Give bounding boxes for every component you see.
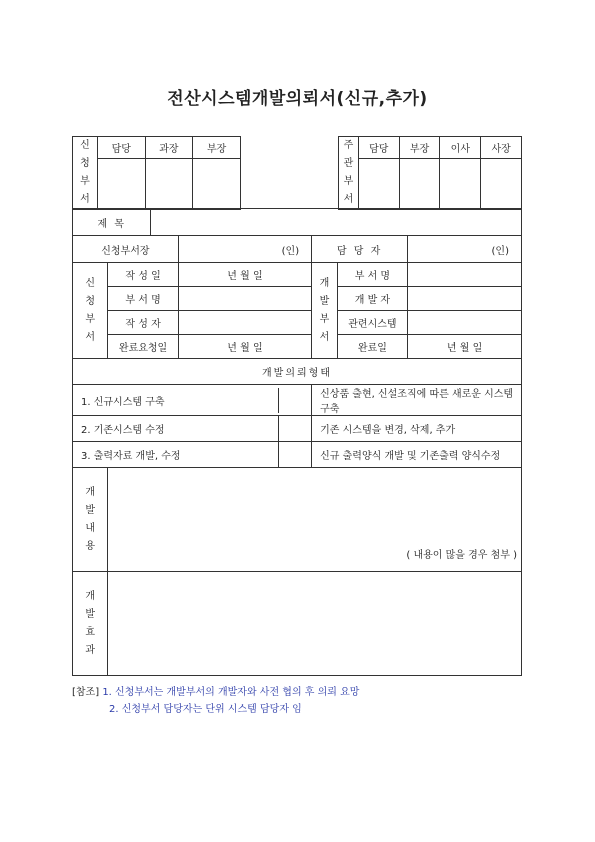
related-system-label: 관련시스템 — [337, 311, 407, 335]
note-line-2: 2. 신청부서 담당자는 단위 시스템 담당자 임 — [109, 704, 302, 715]
due-date-label: 완료요청일 — [108, 335, 178, 359]
approval-sign-staff[interactable] — [97, 159, 145, 210]
subject-label: 제 목 — [73, 209, 151, 236]
request-type-checkbox[interactable] — [278, 442, 311, 467]
request-dept-side-label: 신 청 부 서 — [73, 263, 108, 359]
request-type-item-3 — [73, 442, 312, 468]
sup-sign-director[interactable] — [440, 159, 481, 210]
request-type-desc: 신규 출력양식 개발 및 기존출력 양식수정 — [312, 442, 522, 468]
approval-sign-section-chief[interactable] — [145, 159, 193, 210]
subject-field[interactable] — [151, 209, 522, 236]
dept-head-seal[interactable]: (인) — [178, 236, 311, 263]
sup-sign-staff[interactable] — [358, 159, 399, 210]
request-type-item-1 — [73, 385, 312, 416]
request-type-name: 3. 출력자료 개발, 수정 — [81, 451, 181, 462]
request-dept-name-label: 부 서 명 — [108, 287, 178, 311]
related-system-field[interactable] — [408, 311, 522, 335]
content-side-label: 개 발 내 용 — [73, 468, 108, 572]
document-title: 전산시스템개발의뢰서(신규,추가) — [167, 89, 428, 109]
approval-col-dept-head: 부장 — [193, 137, 241, 159]
effect-field[interactable] — [108, 572, 522, 676]
completion-date-field[interactable]: 년 월 일 — [408, 335, 522, 359]
request-date-field[interactable]: 년 월 일 — [178, 263, 311, 287]
applicant-approval-side-label: 신 청 부 서 — [73, 137, 98, 210]
manager-seal[interactable]: (인) — [408, 236, 522, 263]
notes-prefix: [참조] — [72, 687, 100, 698]
note-line-1: 1. 신청부서는 개발부서의 개발자와 사전 협의 후 의뢰 요망 — [102, 687, 360, 698]
request-type-name: 2. 기존시스템 수정 — [81, 425, 165, 436]
due-date-field[interactable]: 년 월 일 — [178, 335, 311, 359]
approval-sign-dept-head[interactable] — [193, 159, 241, 210]
attachment-note: ( 내용이 많을 경우 첨부 ) — [406, 550, 517, 561]
content-field[interactable] — [108, 468, 522, 572]
sup-sign-dept-head[interactable] — [399, 159, 440, 210]
dev-dept-name-field[interactable] — [408, 263, 522, 287]
developer-label: 개 발 자 — [337, 287, 407, 311]
request-type-checkbox[interactable] — [278, 416, 311, 441]
developer-field[interactable] — [408, 287, 522, 311]
sup-col-staff: 담당 — [358, 137, 399, 159]
sup-sign-president[interactable] — [481, 159, 522, 210]
author-field[interactable] — [178, 311, 311, 335]
manager-label: 담 당 자 — [312, 236, 408, 263]
approval-col-section-chief: 과장 — [145, 137, 193, 159]
approval-col-staff: 담당 — [97, 137, 145, 159]
dev-dept-side-label: 개 발 부 서 — [312, 263, 338, 359]
supervisor-approval-box — [338, 136, 522, 210]
supervisor-approval-side-label: 주 관 부 서 — [339, 137, 359, 210]
reference-notes — [72, 684, 359, 718]
request-type-item-2 — [73, 416, 312, 442]
request-type-desc: 신상품 출현, 신설조직에 따른 새로운 시스템구축 — [312, 385, 522, 416]
author-label: 작 성 자 — [108, 311, 178, 335]
request-type-desc: 기존 시스템을 변경, 삭제, 추가 — [312, 416, 522, 442]
sup-col-director: 이사 — [440, 137, 481, 159]
completion-date-label: 완료일 — [337, 335, 407, 359]
sup-col-president: 사장 — [481, 137, 522, 159]
request-date-label: 작 성 일 — [108, 263, 178, 287]
effect-side-label: 개 발 효 과 — [73, 572, 108, 676]
sup-col-dept-head: 부장 — [399, 137, 440, 159]
dept-head-label: 신청부서장 — [73, 236, 179, 263]
request-type-header: 개발의뢰형태 — [73, 359, 522, 385]
request-form — [72, 208, 522, 676]
dev-dept-name-label: 부 서 명 — [337, 263, 407, 287]
applicant-approval-box — [72, 136, 241, 210]
request-dept-name-field[interactable] — [178, 287, 311, 311]
request-type-checkbox[interactable] — [278, 388, 311, 413]
request-type-name: 1. 신규시스템 구축 — [81, 396, 165, 408]
